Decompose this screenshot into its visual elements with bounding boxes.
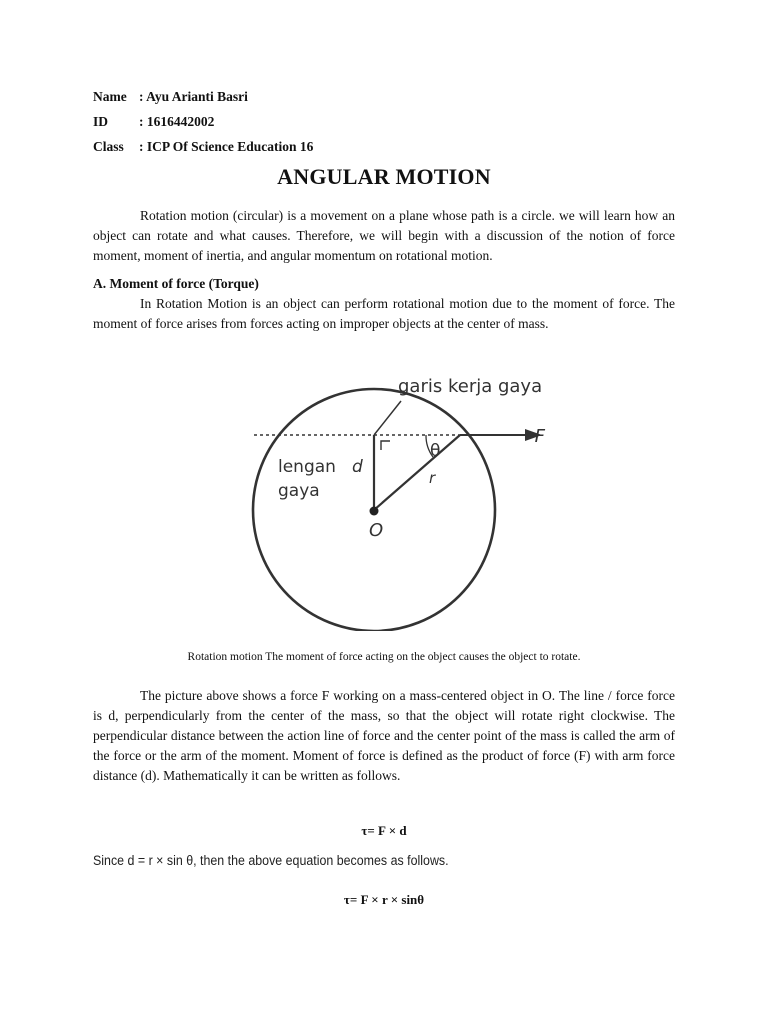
section-a-paragraph: In Rotation Motion is an object can perform rotational motion due to the moment of force. The moment of force arises from forces acting on improper objects at the center of mass. (93, 296, 675, 331)
right-angle-mark (381, 441, 390, 450)
class-line (93, 139, 313, 155)
theta-label: θ (430, 441, 441, 461)
formula-torque-frsin: τ= F × r × sinθ (343, 892, 425, 907)
pivot-point-O (370, 507, 379, 516)
section-a-heading: A. Moment of force (Torque) (93, 276, 259, 291)
r-label: r (429, 469, 436, 487)
label-pointer-line (374, 401, 401, 435)
explanation-paragraph: The picture above shows a force F working on a mass-centered object in O. The line / force force is d, perpendicularly from the center of the mass, so that the object will rotate right clockwise. The perpendicular distance between the action line of force and the center point of the mass is called the arm of the force or the arm of the moment. Moment of force is defined as the product of force (F) with arm force distance (d). Mathematically it can be written as follows. (93, 688, 675, 783)
page-title: ANGULAR MOTION (277, 164, 491, 189)
class-value: : ICP Of Science Education 16 (139, 139, 314, 154)
intro-paragraph: Rotation motion (circular) is a movement on a plane whose path is a circle. we will learn how an object can rotate and what causes. Therefore, we will begin with a discussion of the notion of force moment, moment of inertia, and angular momentum on rotational motion. (93, 208, 675, 263)
name-line (93, 89, 248, 105)
torque-figure (250, 366, 550, 631)
line-of-action-label: garis kerja gaya (398, 376, 543, 397)
class-key: Class (93, 139, 124, 154)
force-arm-label-1: lengan (278, 457, 336, 477)
formula-torque-fd: τ= F × d (361, 823, 407, 838)
figure-caption: Rotation motion The moment of force acting on the object causes the object to rotate. (187, 651, 581, 663)
force-arm-label-2: gaya (278, 481, 320, 501)
id-line (93, 114, 214, 130)
radius-r-line (374, 435, 460, 510)
F-label: F (534, 426, 545, 447)
O-label: O (369, 520, 384, 541)
since-sentence: Since d = r × sin θ, then the above equation becomes as follows. (93, 853, 449, 868)
id-key: ID (93, 114, 109, 129)
name-key: Name (93, 89, 127, 104)
name-value: : Ayu Arianti Basri (139, 89, 248, 104)
id-value: : 1616442002 (139, 114, 215, 129)
d-label: d (352, 457, 363, 477)
